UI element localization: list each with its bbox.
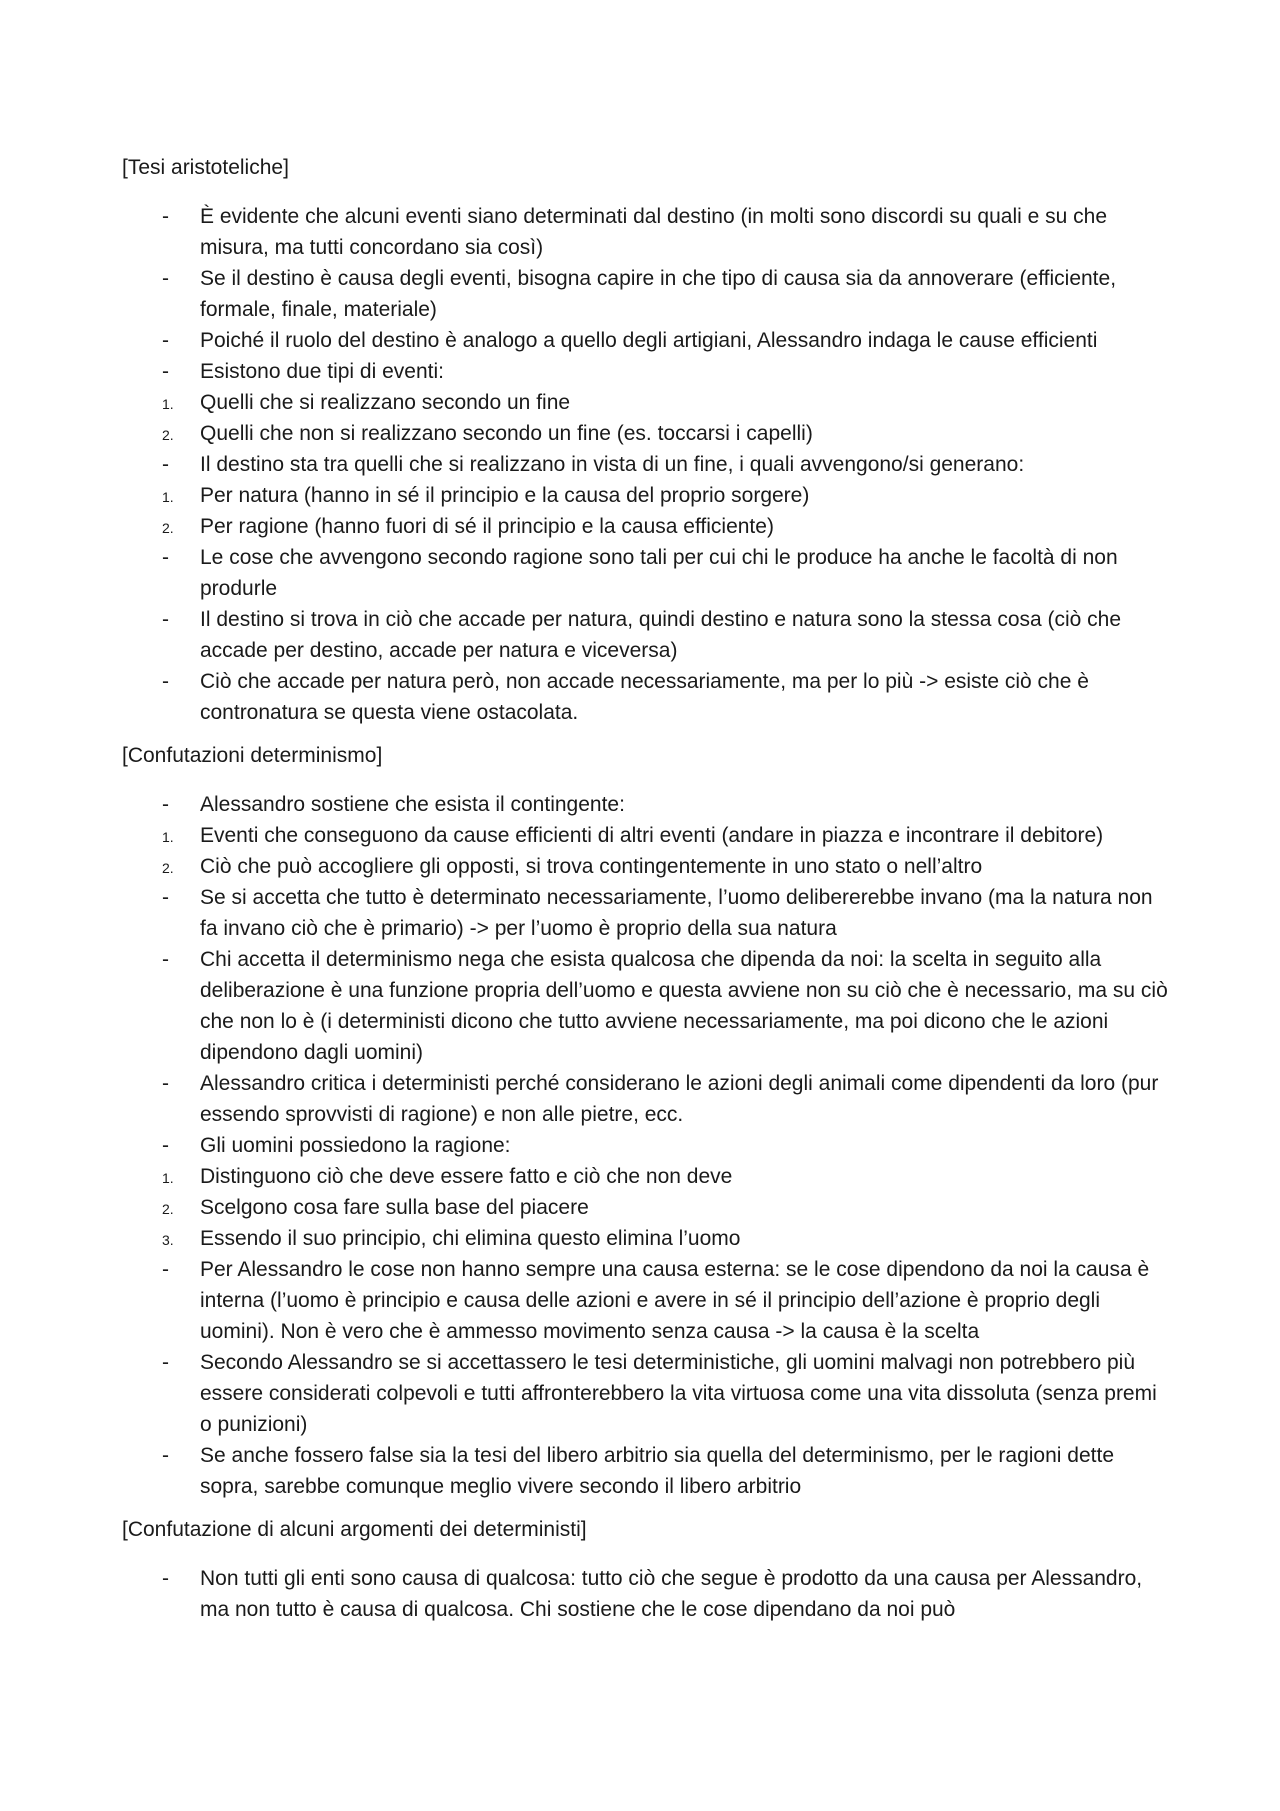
section-heading: [Tesi aristoteliche] <box>122 156 289 179</box>
bullet-list <box>122 201 1172 728</box>
number-marker: 2. <box>162 860 174 876</box>
list-item-text: Il destino si trova in ciò che accade per natura, quindi destino e natura sono la stessa cosa (ciò che accade per destino, accade per natura e viceversa) <box>200 608 1122 662</box>
list-item <box>122 851 1172 882</box>
list-item <box>122 944 1172 1068</box>
number-marker: 1. <box>162 489 174 505</box>
list-item <box>122 511 1172 542</box>
list-item <box>122 1161 1172 1192</box>
bullet-list <box>122 1563 1172 1625</box>
section <box>122 152 1172 728</box>
list-item-text: Eventi che conseguono da cause efficienti di altri eventi (andare in piazza e incontrare il debitore) <box>200 824 1104 847</box>
list-item <box>122 882 1172 944</box>
list-item-text: Non tutti gli enti sono causa di qualcosa: tutto ciò che segue è prodotto da una causa per Alessandro, ma non tutto è causa di qualcosa. Chi sostiene che le cose dipendano da noi può <box>200 1567 1143 1621</box>
list-item-text: Quelli che non si realizzano secondo un fine (es. toccarsi i capelli) <box>200 422 813 445</box>
list-item-text: Se anche fossero false sia la tesi del libero arbitrio sia quella del determinismo, per le ragioni dette sopra, sarebbe comunque meglio vivere secondo il libero arbitrio <box>200 1444 1114 1498</box>
dash-marker: - <box>162 1351 169 1374</box>
number-marker: 1. <box>162 396 174 412</box>
list-item-text: Alessandro critica i deterministi perché considerano le azioni degli animali come dipendenti da loro (pur essendo sprovvisti di ragione) e non alle pietre, ecc. <box>200 1072 1159 1126</box>
list-item <box>122 1347 1172 1440</box>
section-heading: [Confutazione di alcuni argomenti dei deterministi] <box>122 1518 587 1541</box>
dash-marker: - <box>162 546 169 569</box>
dash-marker: - <box>162 1567 169 1590</box>
list-item-text: Per ragione (hanno fuori di sé il principio e la causa efficiente) <box>200 515 774 538</box>
number-marker: 1. <box>162 1170 174 1186</box>
dash-marker: - <box>162 329 169 352</box>
list-item <box>122 1130 1172 1161</box>
dash-marker: - <box>162 1258 169 1281</box>
dash-marker: - <box>162 1072 169 1095</box>
list-item-text: Quelli che si realizzano secondo un fine <box>200 391 571 414</box>
dash-marker: - <box>162 360 169 383</box>
section-heading: [Confutazioni determinismo] <box>122 744 383 767</box>
list-item-text: Chi accetta il determinismo nega che esista qualcosa che dipenda da noi: la scelta in seguito alla deliberazione è una funzione propria dell’uomo e questa avviene non su ciò che è necessario, ma su ciò che non lo è (i deterministi dicono che tutto avviene necessariamente, ma poi dicono che le azioni dipendono dagli uomini) <box>200 948 1168 1064</box>
list-item <box>122 387 1172 418</box>
list-item-text: È evidente che alcuni eventi siano determinati dal destino (in molti sono discordi su quali e su che misura, ma tutti concordano sia così) <box>200 205 1108 259</box>
section <box>122 740 1172 1502</box>
document-page <box>122 152 1172 1637</box>
list-item <box>122 480 1172 511</box>
list-item-text: Ciò che accade per natura però, non accade necessariamente, ma per lo più -> esiste ciò che è contronatura se questa viene ostacolata. <box>200 670 1089 724</box>
dash-marker: - <box>162 793 169 816</box>
number-marker: 2. <box>162 427 174 443</box>
list-item <box>122 356 1172 387</box>
list-item <box>122 449 1172 480</box>
list-item <box>122 789 1172 820</box>
dash-marker: - <box>162 267 169 290</box>
dash-marker: - <box>162 1134 169 1157</box>
number-marker: 2. <box>162 1201 174 1217</box>
list-item-text: Distinguono ciò che deve essere fatto e ciò che non deve <box>200 1165 733 1188</box>
dash-marker: - <box>162 948 169 971</box>
list-item-text: Gli uomini possiedono la ragione: <box>200 1134 511 1157</box>
dash-marker: - <box>162 886 169 909</box>
list-item <box>122 1223 1172 1254</box>
dash-marker: - <box>162 453 169 476</box>
list-item <box>122 542 1172 604</box>
list-item-text: Il destino sta tra quelli che si realizzano in vista di un fine, i quali avvengono/si generano: <box>200 453 1025 476</box>
list-item-text: Alessandro sostiene che esista il contingente: <box>200 793 625 816</box>
list-item-text: Se il destino è causa degli eventi, bisogna capire in che tipo di causa sia da annoverare (efficiente, formale, finale, materiale) <box>200 267 1117 321</box>
list-item <box>122 263 1172 325</box>
list-item <box>122 666 1172 728</box>
list-item-text: Secondo Alessandro se si accettassero le tesi deterministiche, gli uomini malvagi non potrebbero più essere considerati colpevoli e tutti affronterebbero la vita virtuosa come una vita dissoluta (senza premi o punizioni) <box>200 1351 1157 1436</box>
list-item <box>122 1254 1172 1347</box>
list-item <box>122 1068 1172 1130</box>
dash-marker: - <box>162 670 169 693</box>
list-item-text: Essendo il suo principio, chi elimina questo elimina l’uomo <box>200 1227 741 1250</box>
list-item-text: Scelgono cosa fare sulla base del piacere <box>200 1196 589 1219</box>
list-item-text: Ciò che può accogliere gli opposti, si trova contingentemente in uno stato o nell’altro <box>200 855 983 878</box>
list-item <box>122 325 1172 356</box>
list-item <box>122 418 1172 449</box>
list-item <box>122 1563 1172 1625</box>
list-item <box>122 201 1172 263</box>
list-item <box>122 1192 1172 1223</box>
list-item-text: Per Alessandro le cose non hanno sempre una causa esterna: se le cose dipendono da noi la causa è interna (l’uomo è principio e causa delle azioni e avere in sé il principio dell’azione è proprio degli uomini). Non è vero che è ammesso movimento senza causa -> la causa è la scelta <box>200 1258 1150 1343</box>
dash-marker: - <box>162 608 169 631</box>
list-item <box>122 1440 1172 1502</box>
list-item-text: Le cose che avvengono secondo ragione sono tali per cui chi le produce ha anche le facoltà di non produrle <box>200 546 1118 600</box>
list-item-text: Se si accetta che tutto è determinato necessariamente, l’uomo delibererebbe invano (ma la natura non fa invano ciò che è primario) -> per l’uomo è proprio della sua natura <box>200 886 1153 940</box>
list-item-text: Per natura (hanno in sé il principio e la causa del proprio sorgere) <box>200 484 810 507</box>
section <box>122 1514 1172 1625</box>
number-marker: 2. <box>162 520 174 536</box>
list-item-text: Poiché il ruolo del destino è analogo a quello degli artigiani, Alessandro indaga le cause efficienti <box>200 329 1098 352</box>
dash-marker: - <box>162 1444 169 1467</box>
list-item <box>122 820 1172 851</box>
number-marker: 3. <box>162 1232 174 1248</box>
list-item <box>122 604 1172 666</box>
bullet-list <box>122 789 1172 1502</box>
list-item-text: Esistono due tipi di eventi: <box>200 360 444 383</box>
number-marker: 1. <box>162 829 174 845</box>
dash-marker: - <box>162 205 169 228</box>
